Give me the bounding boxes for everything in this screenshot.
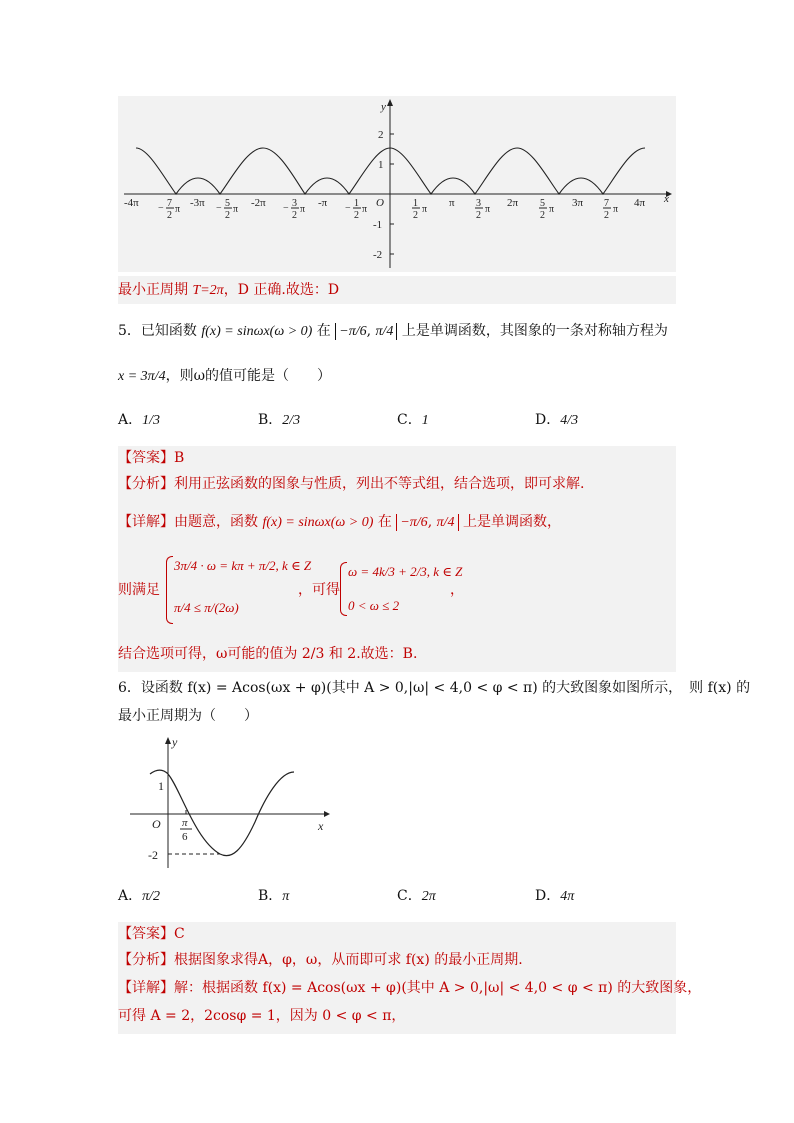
q5-get: ，可得	[298, 582, 340, 598]
q6-x-label: x	[318, 819, 324, 833]
q5-option-d[interactable]: D．4/3	[535, 412, 579, 428]
q5-system2-b: 0 < ω ≤ 2	[348, 598, 400, 613]
q5-system1-brace	[166, 556, 173, 624]
graph1-x-m3pi: -3π	[190, 197, 205, 209]
graph1-x-7-2pi	[603, 198, 618, 221]
svg-text:3: 3	[292, 198, 297, 209]
q6-answer: 【答案】C	[118, 926, 185, 942]
q5-detail-c: 上是单调函数，	[458, 514, 561, 530]
q5-on: 在	[312, 323, 331, 339]
q6-y1: 1	[158, 779, 164, 793]
svg-text:5: 5	[540, 198, 545, 209]
q6-xtick-den: 6	[182, 831, 188, 843]
q5-number: 5．	[118, 323, 141, 339]
svg-text:−: −	[345, 203, 351, 214]
q5-system1-b: π/4 ≤ π/(2ω)	[174, 600, 239, 615]
q5-stem-c: ，则ω的值可能是（ ）	[165, 368, 331, 384]
q5-axis-eq: x = 3π/4	[118, 369, 166, 384]
q5-detail-b: 在	[373, 514, 392, 530]
graph1-x-label: x	[664, 193, 669, 205]
svg-text:1: 1	[413, 198, 418, 209]
q6-ym2: -2	[148, 848, 158, 862]
svg-text:2: 2	[225, 210, 230, 221]
q5-interval: −π/6, π/4	[335, 323, 397, 340]
conclusion1-line	[118, 276, 676, 304]
graph1-origin: O	[376, 197, 384, 209]
q5-option-b[interactable]: B．2/3	[258, 412, 301, 428]
graph1-x-mpi: -π	[318, 197, 328, 209]
q5-detail-a: 【详解】由题意，函数	[118, 514, 263, 530]
graph1-x-1-2pi	[412, 198, 427, 221]
q5-stem-b: 上是单调函数，其图象的一条对称轴方程为	[397, 323, 668, 339]
q6-y-label: y	[172, 735, 178, 749]
q5-stem-line2	[118, 364, 331, 388]
q6-y-arrow	[165, 737, 171, 744]
graph1-x-3pi: 3π	[572, 197, 584, 209]
q6-origin: O	[152, 817, 161, 831]
graph1-x-pi: π	[449, 197, 455, 209]
graph1-y-2: 2	[378, 129, 384, 141]
svg-text:2: 2	[476, 210, 481, 221]
svg-text:2: 2	[292, 210, 297, 221]
graph1-y-m1: -1	[373, 219, 383, 231]
svg-text:π: π	[613, 204, 619, 215]
svg-text:1: 1	[354, 198, 359, 209]
q6-stem: 设函数 f(x) = Acos(ωx + φ)(其中 A > 0,|ω| < 4,0 < φ < π) 的大致图象如图所示， 则 f(x) 的	[140, 680, 751, 696]
q6-option-b[interactable]: B．π	[258, 888, 290, 904]
svg-text:2: 2	[540, 210, 545, 221]
q6-option-d[interactable]: D．4π	[535, 888, 575, 904]
q5-stem-line1	[118, 318, 668, 344]
q6-graph	[120, 732, 340, 872]
svg-text:2: 2	[354, 210, 359, 221]
graph1-y-label: y	[381, 101, 386, 113]
q6-option-c-value: 2π	[421, 889, 436, 904]
q5-interval-right: π/4	[375, 323, 394, 339]
q5-interval-left: −π/6	[339, 323, 367, 339]
q6-x-arrow	[324, 811, 330, 817]
q6-option-b-value: π	[282, 889, 290, 904]
q6-xtick-num: π	[182, 817, 188, 829]
svg-text:π: π	[233, 204, 239, 215]
q5-option-c[interactable]: C．1	[397, 412, 429, 428]
svg-text:2: 2	[604, 210, 609, 221]
q5-detail-func: f(x) = sinωx(ω > 0)	[262, 515, 374, 530]
graph1-y-m2: -2	[373, 249, 383, 261]
svg-text:π: π	[485, 204, 491, 215]
q6-curve	[150, 770, 294, 855]
q5-option-a[interactable]: A．1/3	[118, 412, 161, 428]
q5-option-a-value: 1/3	[142, 413, 161, 428]
q5-detail-line1	[118, 510, 561, 534]
graph1-x-m2pi: -2π	[251, 197, 266, 209]
q5-answer: 【答案】B	[118, 450, 185, 466]
q5-system2-a: ω = 4k/3 + 2/3, k ∈ Z	[348, 564, 463, 579]
q5-system1-a: 3π/4 · ω = kπ + π/2, k ∈ Z	[174, 558, 312, 573]
q6-stem-line1	[118, 678, 750, 698]
graph1-x-m5-2pi	[216, 198, 238, 221]
graph1-x-4pi: 4π	[634, 197, 646, 209]
q5-stem-a: 已知函数	[140, 323, 202, 339]
conclusion1-prefix: 最小正周期	[118, 282, 193, 298]
q5-conclusion: 结合选项可得，ω可能的值为 2/3 和 2.故选：B.	[118, 646, 418, 662]
svg-text:−: −	[216, 203, 222, 214]
q6-option-c[interactable]: C．2π	[397, 888, 436, 904]
graph1-x-2pi: 2π	[507, 197, 519, 209]
q6-option-a[interactable]: A．π/2	[118, 888, 161, 904]
svg-text:π: π	[300, 204, 306, 215]
graph1-x-5-2pi	[539, 198, 554, 221]
q6-detail-line1: 【详解】解：根据函数 f(x) = Acos(ωx + φ)(其中 A > 0,|ω| < 4,0 < φ < π) 的大致图象，	[118, 980, 702, 996]
q6-number: 6．	[118, 680, 141, 696]
graph1-x-m3-2pi	[283, 198, 305, 221]
svg-text:−: −	[283, 203, 289, 214]
q5-func: f(x) = sinωx(ω > 0)	[201, 324, 313, 339]
graph1-y-arrow	[387, 99, 393, 106]
svg-text:5: 5	[225, 198, 230, 209]
q5-satisfy: 则满足	[118, 582, 160, 598]
svg-text:7: 7	[167, 198, 172, 209]
q6-option-a-value: π/2	[142, 889, 161, 904]
q5-option-c-value: 1	[421, 413, 429, 428]
q6-option-d-value: 4π	[560, 889, 575, 904]
conclusion1-T: T=2π	[192, 283, 224, 298]
svg-text:7: 7	[604, 198, 609, 209]
conclusion1-suffix: ，D 正确.故选：D	[223, 282, 340, 298]
graph1-x-m7-2pi	[158, 198, 180, 221]
q6-detail-line2: 可得 A = 2，2cosφ = 1，因为 0 < φ < π，	[118, 1008, 406, 1024]
svg-text:−: −	[158, 203, 164, 214]
q5-comma: ，	[450, 582, 464, 598]
svg-text:2: 2	[413, 210, 418, 221]
q5-option-d-value: 4/3	[560, 413, 579, 428]
graph1-x-m4pi: -4π	[124, 197, 139, 209]
svg-text:π: π	[175, 204, 181, 215]
graph1-plot	[118, 96, 676, 272]
q5-analysis: 【分析】利用正弦函数的图象与性质，列出不等式组，结合选项，即可求解.	[118, 476, 585, 492]
svg-text:π: π	[422, 204, 428, 215]
q5-detail-interval: −π/6, π/4	[396, 514, 458, 531]
q6-stem-line2: 最小正周期为（ ）	[118, 708, 258, 724]
svg-text:π: π	[549, 204, 555, 215]
q5-system2-brace	[340, 562, 347, 616]
svg-text:2: 2	[167, 210, 172, 221]
svg-text:3: 3	[476, 198, 481, 209]
q6-analysis: 【分析】根据图象求得A，φ，ω，从而即可求 f(x) 的最小正周期.	[118, 952, 523, 968]
graph1-x-3-2pi	[475, 198, 490, 221]
q5-option-b-value: 2/3	[282, 413, 301, 428]
graph1-y-1: 1	[378, 159, 384, 171]
graph1-x-m1-2pi	[345, 198, 367, 221]
svg-text:π: π	[362, 204, 368, 215]
